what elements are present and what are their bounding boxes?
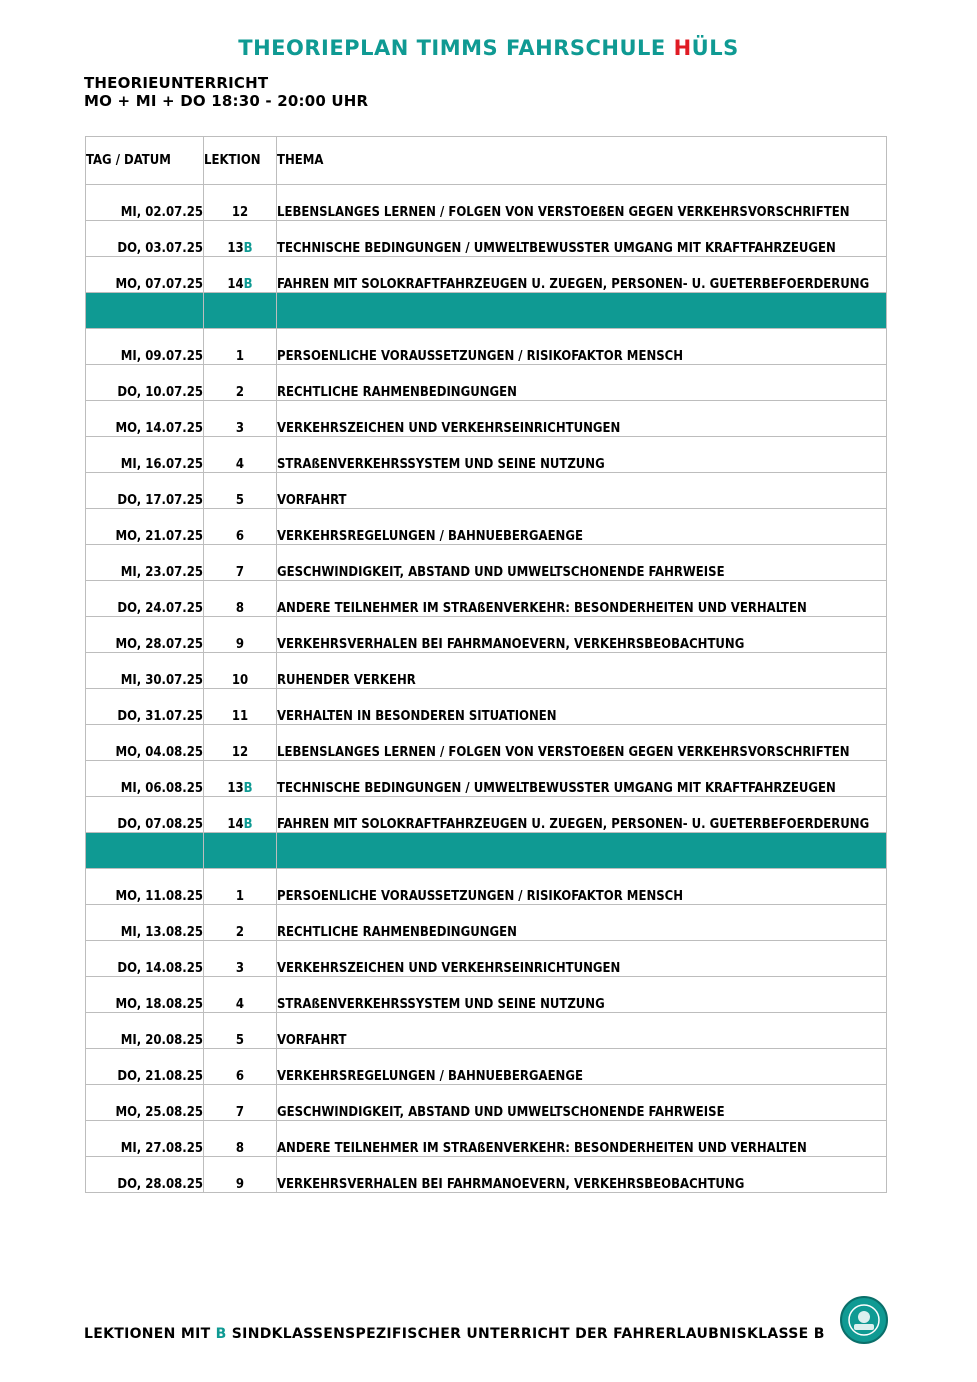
table-header-row [86,137,887,185]
date-cell: DO, 07.08.25 [86,797,204,833]
thema-cell: VERKEHRSZEICHEN UND VERKEHRSEINRICHTUNGEN [277,941,887,977]
date-cell: DO, 24.07.25 [86,581,204,617]
thema-cell: VORFAHRT [277,473,887,509]
lektion-cell [204,797,277,833]
lektion-number: 1 [235,349,245,364]
thema-cell: VERKEHRSZEICHEN UND VERKEHRSEINRICHTUNGEN [277,401,887,437]
lektion-cell [204,617,277,653]
lektion-cell [204,509,277,545]
separator-cell [86,833,204,869]
table-row [86,761,887,797]
lektion-number: 8 [235,601,245,616]
footer-b: B [215,1326,227,1342]
lektion-cell [204,689,277,725]
separator-cell [204,833,277,869]
header-tag-datum: TAG / DATUM [86,137,204,185]
table-row [86,221,887,257]
separator-row [86,293,887,329]
lektion-cell [204,581,277,617]
date-cell: MO, 28.07.25 [86,617,204,653]
date-cell: DO, 21.08.25 [86,1049,204,1085]
footer-after: SINDKLASSENSPEZIFISCHER UNTERRICHT DER FAHRERLAUBNISKLASSE B [226,1326,825,1342]
date-cell: DO, 10.07.25 [86,365,204,401]
lektion-number: 2 [235,385,245,400]
lektion-number: 4 [235,457,245,472]
table-row [86,617,887,653]
lektion-number: 2 [235,925,245,940]
date-cell: MO, 04.08.25 [86,725,204,761]
date-cell: MO, 07.07.25 [86,257,204,293]
date-cell: MO, 11.08.25 [86,869,204,905]
date-cell: MI, 13.08.25 [86,905,204,941]
table-row [86,257,887,293]
date-cell: DO, 14.08.25 [86,941,204,977]
lektion-number: 14 [227,817,244,832]
lektion-cell [204,905,277,941]
thema-cell: STRAßENVERKEHRSSYSTEM UND SEINE NUTZUNG [277,437,887,473]
lektion-number: 8 [235,1141,245,1156]
lektion-cell [204,977,277,1013]
lektion-number: 10 [231,673,249,688]
thema-cell: RUHENDER VERKEHR [277,653,887,689]
table-row [86,1049,887,1085]
table-row [86,977,887,1013]
table-row [86,437,887,473]
lektion-class-b-marker: B [243,781,253,796]
lektion-cell [204,1157,277,1193]
lektion-class-b-marker: B [243,817,253,832]
separator-cell [86,293,204,329]
date-cell: MI, 27.08.25 [86,1121,204,1157]
lektion-cell [204,365,277,401]
thema-cell: TECHNISCHE BEDINGUNGEN / UMWELTBEWUSSTER UMGANG MIT KRAFTFAHRZEUGEN [277,221,887,257]
lektion-number: 7 [235,565,245,580]
thema-cell: GESCHWINDIGKEIT, ABSTAND UND UMWELTSCHONENDE FAHRWEISE [277,545,887,581]
subtitle-times: MO + MI + DO 18:30 - 20:00 UHR [84,92,369,110]
logo-emblem-icon [847,1303,881,1337]
table-row [86,689,887,725]
subtitle-theorieunterricht: THEORIEUNTERRICHT [84,74,269,92]
date-cell: DO, 17.07.25 [86,473,204,509]
table-row [86,365,887,401]
lektion-number: 7 [235,1105,245,1120]
date-cell: MI, 06.08.25 [86,761,204,797]
lektion-cell [204,1013,277,1049]
lektion-number: 14 [227,277,244,292]
title-rest: ÜLS [691,36,739,60]
driving-school-logo-icon [840,1296,888,1344]
lektion-cell [204,941,277,977]
lektion-number: 12 [231,205,249,220]
table-row [86,509,887,545]
date-cell: MI, 16.07.25 [86,437,204,473]
separator-cell [277,833,887,869]
thema-cell: RECHTLICHE RAHMENBEDINGUNGEN [277,905,887,941]
table-row [86,869,887,905]
thema-cell: FAHREN MIT SOLOKRAFTFAHRZEUGEN U. ZUEGEN, PERSONEN- U. GUETERBEFOERDERUNG [277,257,887,293]
footer-before: LEKTIONEN MIT [84,1326,216,1342]
lektion-cell [204,725,277,761]
title-red-letter: H [673,36,692,60]
lektion-class-b-marker: B [243,277,253,292]
thema-cell: ANDERE TEILNEHMER IM STRAßENVERKEHR: BESONDERHEITEN UND VERHALTEN [277,581,887,617]
lektion-cell [204,1085,277,1121]
table-row [86,1121,887,1157]
lektion-cell [204,473,277,509]
lektion-cell [204,221,277,257]
table-row [86,1013,887,1049]
lektion-class-b-marker: B [243,241,253,256]
thema-cell: VERKEHRSREGELUNGEN / BAHNUEBERGAENGE [277,509,887,545]
thema-cell: RECHTLICHE RAHMENBEDINGUNGEN [277,365,887,401]
table-row [86,941,887,977]
table-row [86,581,887,617]
table-row [86,797,887,833]
thema-cell: VERKEHRSVERHALEN BEI FAHRMANOEVERN, VERKEHRSBEOBACHTUNG [277,617,887,653]
thema-cell: STRAßENVERKEHRSSYSTEM UND SEINE NUTZUNG [277,977,887,1013]
lektion-number: 5 [235,1033,245,1048]
table-row [86,1085,887,1121]
schedule-table [85,136,887,1193]
page-title [0,36,977,60]
date-cell: MI, 09.07.25 [86,329,204,365]
lektion-number: 5 [235,493,245,508]
separator-row [86,833,887,869]
separator-cell [277,293,887,329]
table-row [86,653,887,689]
date-cell: DO, 31.07.25 [86,689,204,725]
lektion-number: 9 [235,1177,245,1192]
lektion-number: 9 [235,637,245,652]
date-cell: MI, 20.08.25 [86,1013,204,1049]
date-cell: MI, 30.07.25 [86,653,204,689]
thema-cell: VERKEHRSREGELUNGEN / BAHNUEBERGAENGE [277,1049,887,1085]
lektion-cell [204,401,277,437]
lektion-cell [204,185,277,221]
lektion-cell [204,257,277,293]
date-cell: MO, 18.08.25 [86,977,204,1013]
header-lektion: LEKTION [204,137,277,185]
thema-cell: LEBENSLANGES LERNEN / FOLGEN VON VERSTOEßEN GEGEN VERKEHRSVORSCHRIFTEN [277,725,887,761]
lektion-number: 3 [235,961,245,976]
table-row [86,545,887,581]
lektion-cell [204,653,277,689]
table-row [86,473,887,509]
title-main: THEORIEPLAN TIMMS FAHRSCHULE [238,36,674,60]
lektion-cell [204,1049,277,1085]
lektion-cell [204,545,277,581]
lektion-number: 12 [231,745,249,760]
lektion-number: 3 [235,421,245,436]
date-cell: MI, 02.07.25 [86,185,204,221]
lektion-cell [204,761,277,797]
date-cell: MO, 21.07.25 [86,509,204,545]
lektion-cell [204,437,277,473]
lektion-number: 11 [231,709,249,724]
table-row [86,905,887,941]
lektion-number: 13 [227,781,244,796]
thema-cell: TECHNISCHE BEDINGUNGEN / UMWELTBEWUSSTER UMGANG MIT KRAFTFAHRZEUGEN [277,761,887,797]
thema-cell: PERSOENLICHE VORAUSSETZUNGEN / RISIKOFAKTOR MENSCH [277,869,887,905]
table-row [86,1157,887,1193]
thema-cell: LEBENSLANGES LERNEN / FOLGEN VON VERSTOEßEN GEGEN VERKEHRSVORSCHRIFTEN [277,185,887,221]
lektion-number: 6 [235,529,245,544]
table-row [86,725,887,761]
thema-cell: FAHREN MIT SOLOKRAFTFAHRZEUGEN U. ZUEGEN, PERSONEN- U. GUETERBEFOERDERUNG [277,797,887,833]
lektion-number: 1 [235,889,245,904]
table-row [86,185,887,221]
schedule-body [86,185,887,1193]
lektion-number: 13 [227,241,244,256]
thema-cell: VERHALTEN IN BESONDEREN SITUATIONEN [277,689,887,725]
thema-cell: VORFAHRT [277,1013,887,1049]
date-cell: DO, 28.08.25 [86,1157,204,1193]
separator-cell [204,293,277,329]
date-cell: MI, 23.07.25 [86,545,204,581]
thema-cell: ANDERE TEILNEHMER IM STRAßENVERKEHR: BESONDERHEITEN UND VERHALTEN [277,1121,887,1157]
footer-note [84,1326,825,1342]
table-row [86,329,887,365]
date-cell: MO, 14.07.25 [86,401,204,437]
date-cell: DO, 03.07.25 [86,221,204,257]
lektion-cell [204,869,277,905]
thema-cell: GESCHWINDIGKEIT, ABSTAND UND UMWELTSCHONENDE FAHRWEISE [277,1085,887,1121]
lektion-number: 4 [235,997,245,1012]
thema-cell: PERSOENLICHE VORAUSSETZUNGEN / RISIKOFAKTOR MENSCH [277,329,887,365]
lektion-cell [204,1121,277,1157]
header-thema: THEMA [277,137,887,185]
date-cell: MO, 25.08.25 [86,1085,204,1121]
thema-cell: VERKEHRSVERHALEN BEI FAHRMANOEVERN, VERKEHRSBEOBACHTUNG [277,1157,887,1193]
lektion-cell [204,329,277,365]
table-row [86,401,887,437]
lektion-number: 6 [235,1069,245,1084]
